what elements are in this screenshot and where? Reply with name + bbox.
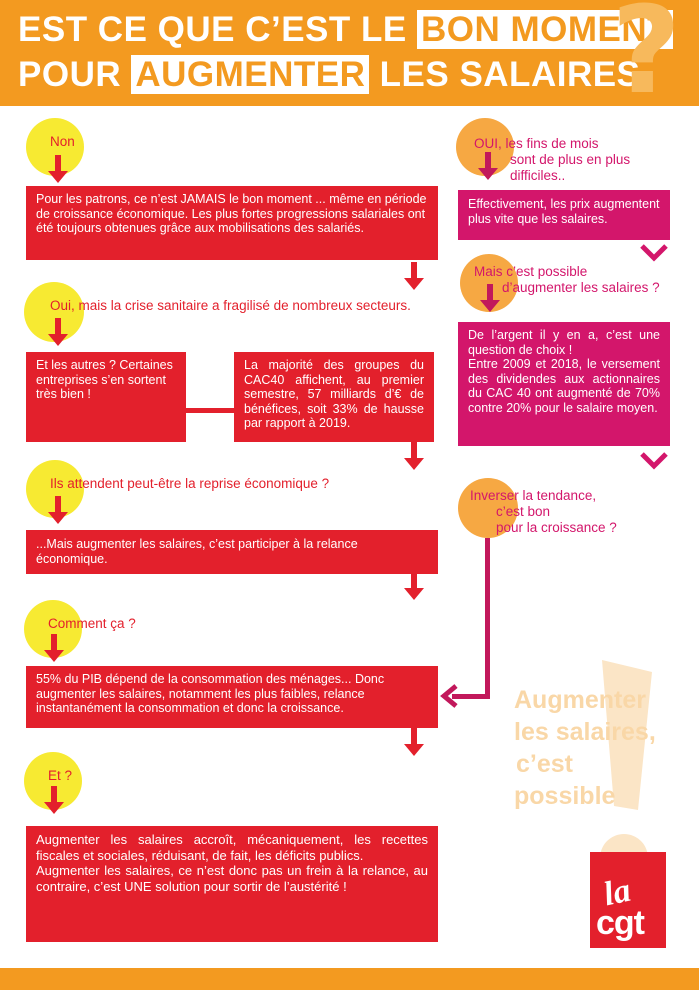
answer-box-pib: 55% du PIB dépend de la consommation des ménages... Donc augmenter les salaires, notamment les plus faibles, relance instantanément la consommation et donc la croissance. [26,666,438,728]
connector-line-vertical [485,538,490,698]
watermark-slogan: Augmenter les salaires, c’est possible [514,686,656,810]
arrow-down-icon [400,442,428,472]
answer-box-deficits: Augmenter les salaires accroît, mécaniquement, les recettes fiscales et sociales, réduisant, de fait, les déficits publics. Augmenter les salaires, ce n’est donc pas un frein à la relance, au contraire, c’est UNE solution pour sortir de l’austérité ! [26,826,438,942]
arrow-down-icon [44,496,72,526]
arrow-down-icon [400,572,428,602]
title-highlight-1: BON MOMENT [417,10,673,49]
chevron-left-icon [440,684,460,708]
title-line-2: POUR AUGMENTER LES SALAIRES [18,55,641,94]
answer-box-cac40: La majorité des groupes du CAC40 affichent, au premier semestre, 57 milliards d’€ de bénéfices, soit 33% de hausse par rapport à 2019. [234,352,434,442]
arrow-down-icon [400,728,428,758]
title-line-1: EST CE QUE C’EST LE BON MOMENT [18,10,673,50]
arrow-down-icon [400,262,428,292]
question-crise: Oui, mais la crise sanitaire a fragilisé de nombreux secteurs. [50,298,411,313]
header-banner [0,0,699,121]
answer-box-relance: ...Mais augmenter les salaires, c’est participer à la relance économique. [26,530,438,574]
arrow-down-icon [44,318,72,348]
connector-line [186,408,234,413]
answer-box-autres: Et les autres ? Certaines entreprises s’en sortent très bien ! [26,352,186,442]
arrow-down-icon [476,284,504,314]
question-reprise: Ils attendent peut-être la reprise économique ? [50,476,330,491]
chevron-down-icon [640,240,668,266]
answer-box-prix: Effectivement, les prix augmentent plus vite que les salaires. [458,190,670,240]
footer-bar [0,968,699,990]
chevron-down-icon [640,448,668,474]
arrow-down-icon [474,152,502,182]
question-et: Et ? [48,768,73,783]
answer-box-patrons: Pour les patrons, ce n’est JAMAIS le bon moment ... même en période de croissance économique. Les plus fortes progressions salariales ont été toujours obtenues grâce aux mobilisations des salariés. [26,186,438,260]
arrow-down-icon [44,155,72,185]
question-mark-decoration: ? [611,0,681,121]
question-inverser: Inverser la tendance, c’est bon pour la croissance ? [470,488,617,535]
arrow-down-icon [40,634,68,664]
title-highlight-2: AUGMENTER [131,55,369,94]
answer-box-dividendes: De l’argent il y en a, c’est une question de choix ! Entre 2009 et 2018, le versement des dividendes aux actionnaires du CAC 40 ont augmenté de 70% contre 20% pour le salaire moyen. [458,322,670,446]
question-possible: Mais c’est possible d’augmenter les salaires ? [474,264,660,295]
question-comment: Comment ça ? [48,616,136,631]
arrow-down-icon [40,786,68,816]
question-fins-de-mois: OUI, les fins de mois sont de plus en plus difficiles.. [474,136,631,183]
question-non: Non [50,134,75,149]
cgt-logo: la cgt [590,852,666,948]
